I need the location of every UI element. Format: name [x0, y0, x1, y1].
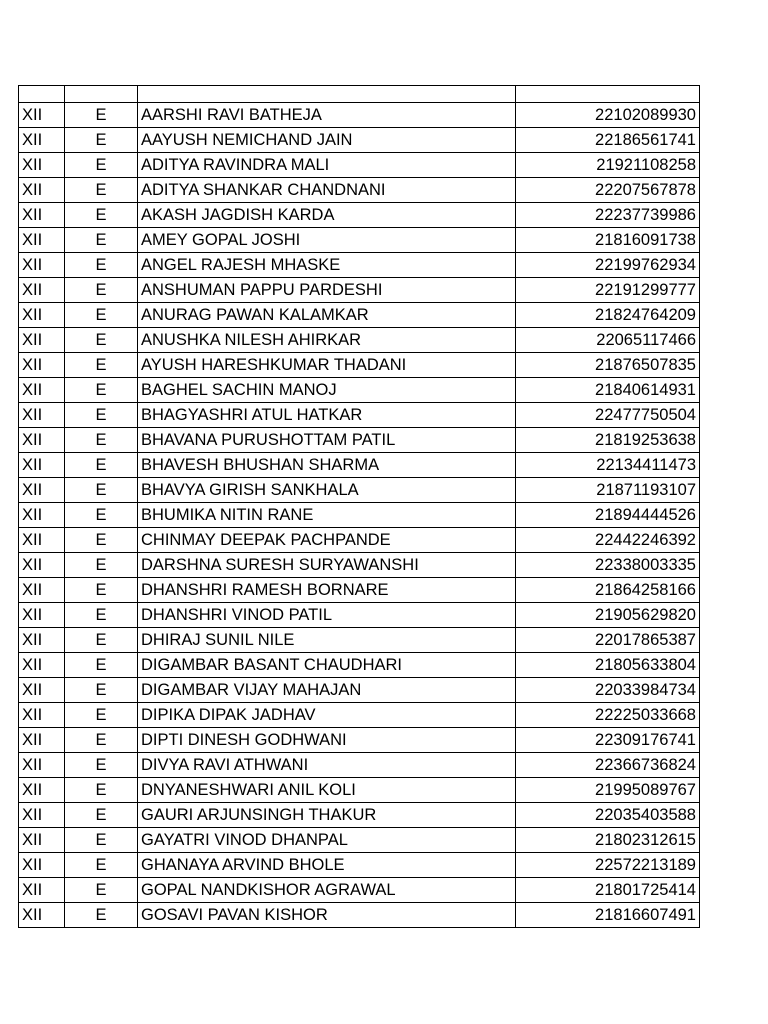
class-cell: XII	[19, 328, 65, 353]
student-name-cell: DIGAMBAR VIJAY MAHAJAN	[138, 678, 516, 703]
table-body	[19, 86, 700, 928]
student-name-cell: BHUMIKA NITIN RANE	[138, 503, 516, 528]
student-name-cell: GAYATRI VINOD DHANPAL	[138, 828, 516, 853]
class-cell: XII	[19, 303, 65, 328]
class-cell: XII	[19, 353, 65, 378]
student-name-cell: DIPTI DINESH GODHWANI	[138, 728, 516, 753]
student-name-cell: GOSAVI PAVAN KISHOR	[138, 903, 516, 928]
registration-number-cell: 22191299777	[516, 278, 700, 303]
class-cell: XII	[19, 128, 65, 153]
student-name-cell: DIVYA RAVI ATHWANI	[138, 753, 516, 778]
division-cell: E	[65, 503, 138, 528]
header-cell-division	[65, 86, 138, 103]
division-cell: E	[65, 403, 138, 428]
table-row	[19, 603, 700, 628]
student-name-cell: DHIRAJ SUNIL NILE	[138, 628, 516, 653]
class-cell: XII	[19, 503, 65, 528]
table-row	[19, 203, 700, 228]
registration-number-cell: 22477750504	[516, 403, 700, 428]
class-cell: XII	[19, 378, 65, 403]
division-cell: E	[65, 428, 138, 453]
table-row	[19, 853, 700, 878]
student-name-cell: GOPAL NANDKISHOR AGRAWAL	[138, 878, 516, 903]
table-row	[19, 278, 700, 303]
class-cell: XII	[19, 703, 65, 728]
student-name-cell: GAURI ARJUNSINGH THAKUR	[138, 803, 516, 828]
registration-number-cell: 21871193107	[516, 478, 700, 503]
class-cell: XII	[19, 478, 65, 503]
table-row	[19, 253, 700, 278]
student-name-cell: AAYUSH NEMICHAND JAIN	[138, 128, 516, 153]
division-cell: E	[65, 878, 138, 903]
registration-number-cell: 21805633804	[516, 653, 700, 678]
division-cell: E	[65, 778, 138, 803]
table-row	[19, 778, 700, 803]
table-row	[19, 178, 700, 203]
registration-number-cell: 22017865387	[516, 628, 700, 653]
registration-number-cell: 22366736824	[516, 753, 700, 778]
table-row	[19, 803, 700, 828]
registration-number-cell: 21840614931	[516, 378, 700, 403]
student-name-cell: BHAVESH BHUSHAN SHARMA	[138, 453, 516, 478]
registration-number-cell: 22186561741	[516, 128, 700, 153]
student-name-cell: BAGHEL SACHIN MANOJ	[138, 378, 516, 403]
table-row	[19, 678, 700, 703]
student-name-cell: DIPIKA DIPAK JADHAV	[138, 703, 516, 728]
student-name-cell: ANURAG PAWAN KALAMKAR	[138, 303, 516, 328]
header-row	[19, 86, 700, 103]
table-row	[19, 378, 700, 403]
student-name-cell: ANGEL RAJESH MHASKE	[138, 253, 516, 278]
table-row	[19, 303, 700, 328]
class-cell: XII	[19, 878, 65, 903]
registration-number-cell: 21816607491	[516, 903, 700, 928]
class-cell: XII	[19, 828, 65, 853]
registration-number-cell: 21894444526	[516, 503, 700, 528]
registration-number-cell: 21802312615	[516, 828, 700, 853]
registration-number-cell: 21824764209	[516, 303, 700, 328]
registration-number-cell: 22102089930	[516, 103, 700, 128]
division-cell: E	[65, 478, 138, 503]
student-name-cell: ADITYA RAVINDRA MALI	[138, 153, 516, 178]
table-row	[19, 903, 700, 928]
class-cell: XII	[19, 453, 65, 478]
division-cell: E	[65, 103, 138, 128]
registration-number-cell: 22442246392	[516, 528, 700, 553]
student-name-cell: DHANSHRI VINOD PATIL	[138, 603, 516, 628]
table-row	[19, 428, 700, 453]
student-list-table	[18, 85, 700, 928]
class-cell: XII	[19, 803, 65, 828]
division-cell: E	[65, 178, 138, 203]
class-cell: XII	[19, 403, 65, 428]
registration-number-cell: 21876507835	[516, 353, 700, 378]
student-name-cell: DHANSHRI RAMESH BORNARE	[138, 578, 516, 603]
class-cell: XII	[19, 253, 65, 278]
student-name-cell: DARSHNA SURESH SURYAWANSHI	[138, 553, 516, 578]
division-cell: E	[65, 853, 138, 878]
division-cell: E	[65, 603, 138, 628]
class-cell: XII	[19, 728, 65, 753]
class-cell: XII	[19, 578, 65, 603]
table-row	[19, 453, 700, 478]
registration-number-cell: 22065117466	[516, 328, 700, 353]
class-cell: XII	[19, 853, 65, 878]
registration-number-cell: 22199762934	[516, 253, 700, 278]
class-cell: XII	[19, 203, 65, 228]
division-cell: E	[65, 728, 138, 753]
registration-number-cell: 21921108258	[516, 153, 700, 178]
division-cell: E	[65, 578, 138, 603]
student-name-cell: ANUSHKA NILESH AHIRKAR	[138, 328, 516, 353]
table-row	[19, 878, 700, 903]
student-name-cell: ADITYA SHANKAR CHANDNANI	[138, 178, 516, 203]
registration-number-cell: 21864258166	[516, 578, 700, 603]
header-cell-class	[19, 86, 65, 103]
table-row	[19, 653, 700, 678]
table-row	[19, 328, 700, 353]
student-name-cell: GHANAYA ARVIND BHOLE	[138, 853, 516, 878]
class-cell: XII	[19, 228, 65, 253]
student-name-cell: BHAVANA PURUSHOTTAM PATIL	[138, 428, 516, 453]
division-cell: E	[65, 203, 138, 228]
division-cell: E	[65, 553, 138, 578]
division-cell: E	[65, 703, 138, 728]
class-cell: XII	[19, 753, 65, 778]
division-cell: E	[65, 678, 138, 703]
student-name-cell: DNYANESHWARI ANIL KOLI	[138, 778, 516, 803]
division-cell: E	[65, 803, 138, 828]
table-row	[19, 728, 700, 753]
student-name-cell: CHINMAY DEEPAK PACHPANDE	[138, 528, 516, 553]
table-row	[19, 128, 700, 153]
division-cell: E	[65, 328, 138, 353]
table-row	[19, 528, 700, 553]
registration-number-cell: 21905629820	[516, 603, 700, 628]
division-cell: E	[65, 353, 138, 378]
division-cell: E	[65, 653, 138, 678]
registration-number-cell: 22035403588	[516, 803, 700, 828]
division-cell: E	[65, 903, 138, 928]
registration-number-cell: 22237739986	[516, 203, 700, 228]
class-cell: XII	[19, 903, 65, 928]
table-row	[19, 353, 700, 378]
division-cell: E	[65, 278, 138, 303]
student-name-cell: BHAGYASHRI ATUL HATKAR	[138, 403, 516, 428]
header-cell-number	[516, 86, 700, 103]
registration-number-cell: 22338003335	[516, 553, 700, 578]
division-cell: E	[65, 378, 138, 403]
class-cell: XII	[19, 628, 65, 653]
division-cell: E	[65, 753, 138, 778]
registration-number-cell: 22134411473	[516, 453, 700, 478]
student-name-cell: AMEY GOPAL JOSHI	[138, 228, 516, 253]
registration-number-cell: 22309176741	[516, 728, 700, 753]
registration-number-cell: 22033984734	[516, 678, 700, 703]
class-cell: XII	[19, 528, 65, 553]
table-row	[19, 553, 700, 578]
registration-number-cell: 21819253638	[516, 428, 700, 453]
division-cell: E	[65, 828, 138, 853]
division-cell: E	[65, 528, 138, 553]
registration-number-cell: 21816091738	[516, 228, 700, 253]
header-cell-name	[138, 86, 516, 103]
student-name-cell: AKASH JAGDISH KARDA	[138, 203, 516, 228]
class-cell: XII	[19, 103, 65, 128]
table-row	[19, 153, 700, 178]
division-cell: E	[65, 228, 138, 253]
registration-number-cell: 22207567878	[516, 178, 700, 203]
division-cell: E	[65, 153, 138, 178]
registration-number-cell: 21801725414	[516, 878, 700, 903]
division-cell: E	[65, 303, 138, 328]
class-cell: XII	[19, 428, 65, 453]
division-cell: E	[65, 253, 138, 278]
class-cell: XII	[19, 153, 65, 178]
student-name-cell: BHAVYA GIRISH SANKHALA	[138, 478, 516, 503]
table-row	[19, 578, 700, 603]
table-row	[19, 403, 700, 428]
table-row	[19, 828, 700, 853]
class-cell: XII	[19, 603, 65, 628]
table-row	[19, 103, 700, 128]
division-cell: E	[65, 628, 138, 653]
student-name-cell: ANSHUMAN PAPPU PARDESHI	[138, 278, 516, 303]
table-row	[19, 703, 700, 728]
division-cell: E	[65, 453, 138, 478]
class-cell: XII	[19, 553, 65, 578]
registration-number-cell: 21995089767	[516, 778, 700, 803]
class-cell: XII	[19, 778, 65, 803]
student-name-cell: AARSHI RAVI BATHEJA	[138, 103, 516, 128]
table-row	[19, 753, 700, 778]
class-cell: XII	[19, 178, 65, 203]
student-name-cell: DIGAMBAR BASANT CHAUDHARI	[138, 653, 516, 678]
registration-number-cell: 22572213189	[516, 853, 700, 878]
class-cell: XII	[19, 653, 65, 678]
class-cell: XII	[19, 678, 65, 703]
table-row	[19, 228, 700, 253]
table-row	[19, 478, 700, 503]
division-cell: E	[65, 128, 138, 153]
student-name-cell: AYUSH HARESHKUMAR THADANI	[138, 353, 516, 378]
class-cell: XII	[19, 278, 65, 303]
table-row	[19, 628, 700, 653]
registration-number-cell: 22225033668	[516, 703, 700, 728]
table-row	[19, 503, 700, 528]
